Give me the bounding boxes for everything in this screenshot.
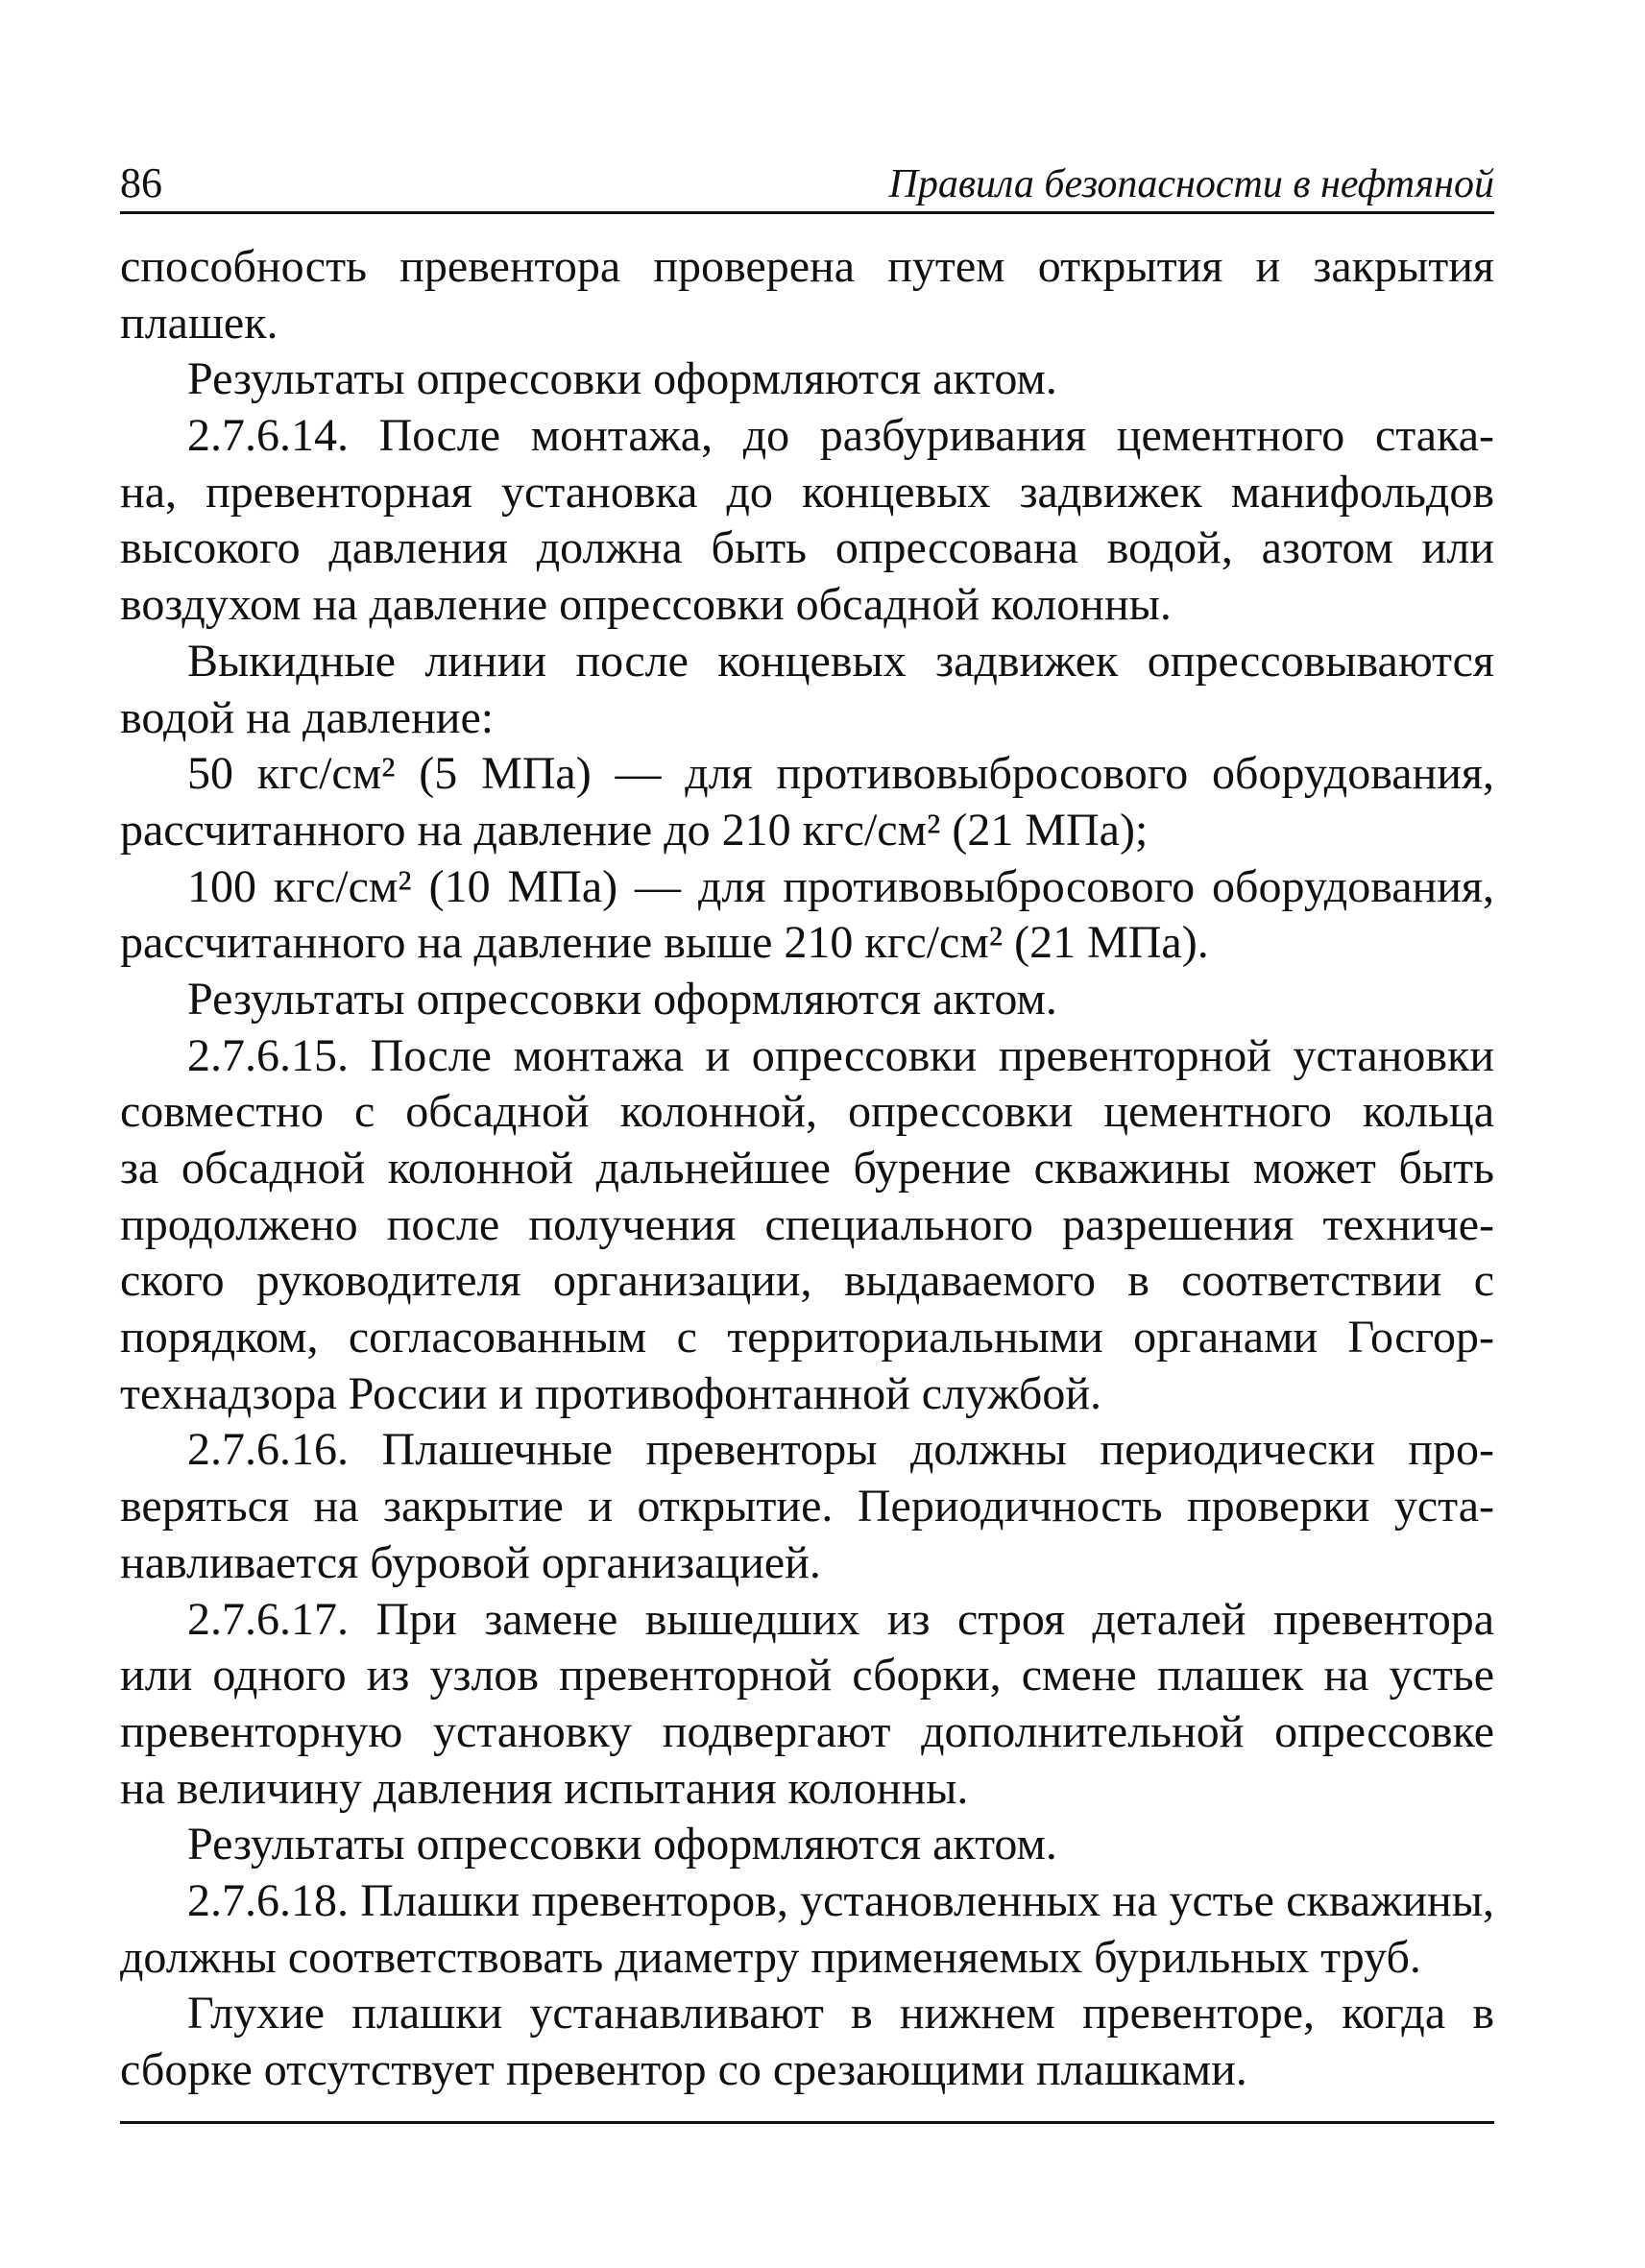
text-line: веряться на закрытие и открытие. Периодичность проверки уста-: [120, 1481, 1494, 1532]
paragraph: [120, 239, 1494, 351]
text-line: рассчитанного на давление выше 210 кгс/см² (21 МПа).: [120, 917, 1209, 969]
text-line: Результаты опрессовки оформляются актом.: [187, 973, 1057, 1025]
text-line: 2.7.6.18. Плашки превенторов, установленных на устье скважины,: [187, 1874, 1494, 1926]
text-line: Выкидные линии после концевых задвижек опрессовываются: [187, 635, 1494, 687]
paragraph: [120, 1422, 1494, 1591]
paragraph: [120, 1817, 1494, 1873]
text-line: 50 кгс/см² (5 МПа) — для противовыбросового оборудования,: [187, 748, 1494, 800]
paragraph: [120, 746, 1494, 858]
paragraph: [120, 408, 1494, 634]
text-line: 100 кгс/см² (10 МПа) — для противовыбросового оборудования,: [187, 860, 1494, 912]
text-line: технадзора России и противофонтанной службой.: [120, 1367, 1102, 1419]
text-line: ского руководителя организации, выдаваемого в соответствии с: [120, 1255, 1494, 1307]
text-line: Результаты опрессовки оформляются актом.: [187, 1819, 1057, 1870]
text-line: за обсадной колонной дальнейшее бурение скважины может быть: [120, 1143, 1494, 1194]
text-line: должны соответствовать диаметру применяемых бурильных труб.: [120, 1931, 1421, 1983]
text-line: Глухие плашки устанавливают в нижнем превенторе, когда в: [187, 1988, 1494, 2039]
footer-rule: [120, 2121, 1494, 2124]
text-line: 2.7.6.16. Плашечные превенторы должны периодически про-: [187, 1424, 1494, 1476]
running-title: Правила безопасности в нефтяной: [888, 162, 1494, 206]
text-line: плашек.: [120, 297, 278, 349]
paragraph: [120, 1028, 1494, 1423]
paragraph: [120, 1873, 1494, 1986]
paragraph: [120, 1592, 1494, 1818]
text-line: или одного из узлов превенторной сборки, смене плашек на устье: [120, 1650, 1494, 1701]
text-line: 2.7.6.15. После монтажа и опрессовки превенторной установки: [187, 1029, 1494, 1081]
text-line: сборке отсутствует превентор со срезающими плашками.: [120, 2044, 1247, 2095]
text-line: воздухом на давление опрессовки обсадной колонны.: [120, 579, 1172, 631]
page-number: 86: [120, 159, 162, 206]
text-line: навливается буровой организацией.: [120, 1536, 821, 1588]
text-line: 2.7.6.17. При замене вышедших из строя деталей превентора: [187, 1593, 1494, 1645]
document-body: [120, 239, 1494, 2099]
text-line: на величину давления испытания колонны.: [120, 1762, 969, 1814]
text-line: водой на давление:: [120, 691, 495, 743]
text-line: на, превенторная установка до концевых задвижек манифольдов: [120, 466, 1494, 518]
text-line: способность превентора проверена путем открытия и закрытия: [120, 241, 1494, 292]
text-line: превенторную установку подвергают дополнительной опрессовке: [120, 1705, 1494, 1757]
paragraph: [120, 351, 1494, 408]
paragraph: [120, 972, 1494, 1028]
paragraph: [120, 634, 1494, 746]
text-line: рассчитанного на давление до 210 кгс/см² (21 МПа);: [120, 804, 1149, 856]
text-line: 2.7.6.14. После монтажа, до разбуривания цементного стака-: [187, 410, 1494, 462]
page-header: [120, 154, 1494, 214]
text-line: совместно с обсадной колонной, опрессовки цементного кольца: [120, 1086, 1494, 1138]
text-line: продолжено после получения специального разрешения техниче-: [120, 1198, 1494, 1250]
paragraph: [120, 1986, 1494, 2098]
text-line: Результаты опрессовки оформляются актом.: [187, 353, 1057, 405]
text-line: высокого давления должна быть опрессована водой, азотом или: [120, 522, 1494, 574]
text-line: порядком, согласованным с территориальными органами Госгор-: [120, 1312, 1494, 1363]
paragraph: [120, 859, 1494, 972]
